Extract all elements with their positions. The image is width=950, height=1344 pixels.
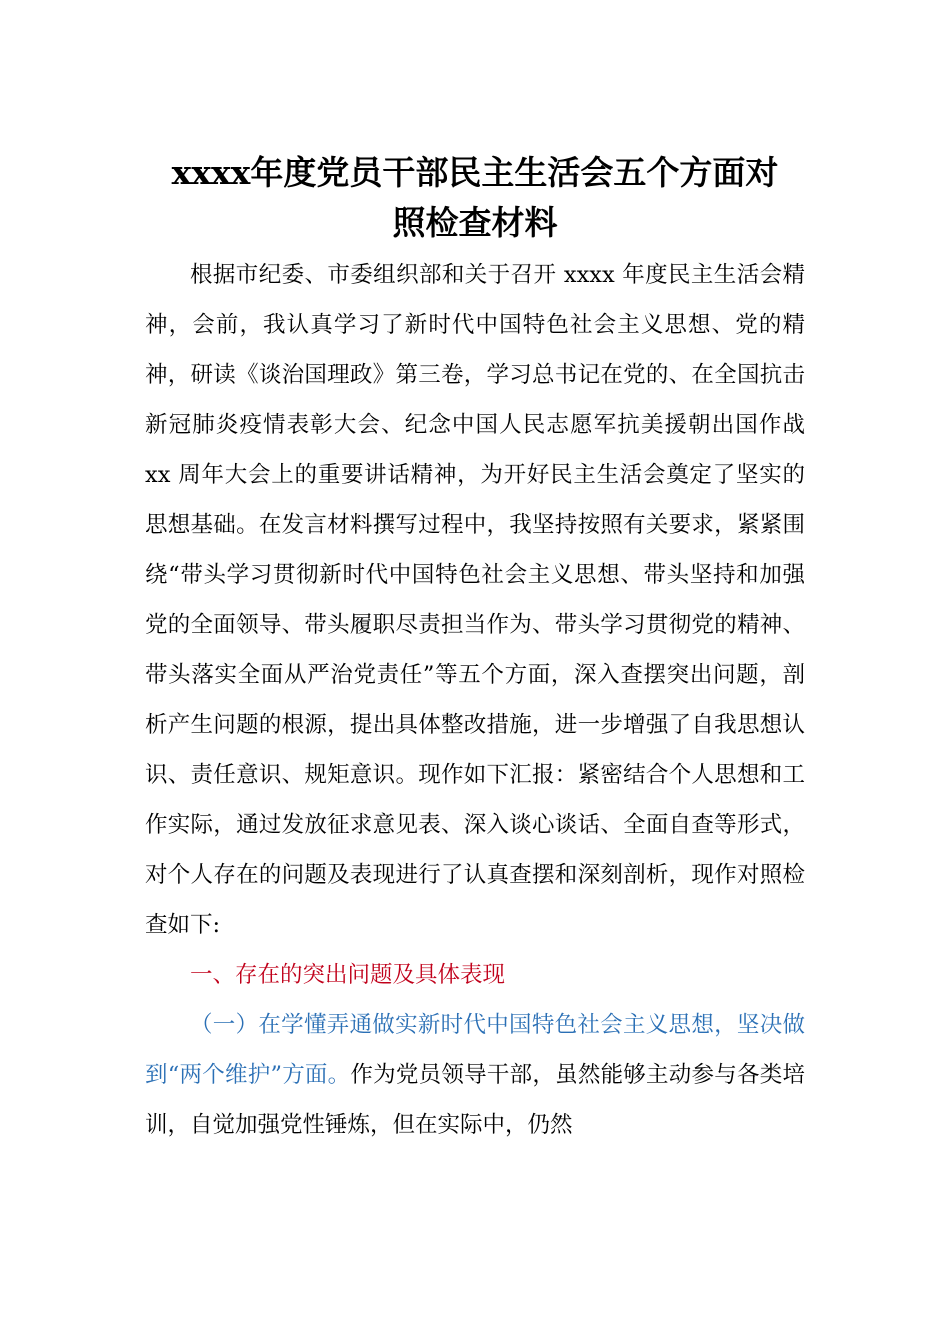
subsection-body-1: 作为党员领导干部，虽然能够主动参与各类培训，自觉加强党性锤炼，但在实际中，仍然 [145,1062,805,1138]
subsection-heading-1: （一）在学懂弄通做实新时代中国特色社会主义思想，坚决做到“两个维护”方面。 [145,1012,805,1088]
section-heading-1: 一、存在的突出问题及具体表现 [190,962,506,988]
intro-paragraph: 根据市纪委、市委组织部和关于召开 xxxx 年度民主生活会精神，会前，我认真学习了新时代中国特色社会主义思想、党的精神，研读《谈治国理政》第三卷，学习总书记在党的、在全国抗击新冠肺炎疫情表彰大会、纪念中国人民志愿军抗美援朝出国作战 xx 周年大会上的重要讲话精神，为开好民主生活会奠定了坚实的思想基础。在发言材料撰写过程中，我坚持按照有关要求，紧紧围绕“带头学习贯彻新时代中国特色社会主义思想、带头坚持和加强党的全面领导、带头履职尽责担当作为、带头学习贯彻党的精神、带头落实全面从严治党责任”等五个方面，深入查摆突出问题，剖析产生问题的根源，提出具体整改措施，进一步增强了自我思想认识、责任意识、规矩意识。现作如下汇报：紧密结合个人思想和工作实际，通过发放征求意见表、深入谈心谈话、全面自查等形式，对个人存在的问题及表现进行了认真查摆和深刻剖析，现作对照检查如下: [145,262,805,938]
subsection-paragraph-1 [145,1000,805,1150]
document-title [145,148,805,248]
title-line-2: 照检查材料 [392,203,558,242]
title-line-1: xxxx年度党员干部民主生活会五个方面对 [171,153,779,192]
document-body [145,250,805,1150]
